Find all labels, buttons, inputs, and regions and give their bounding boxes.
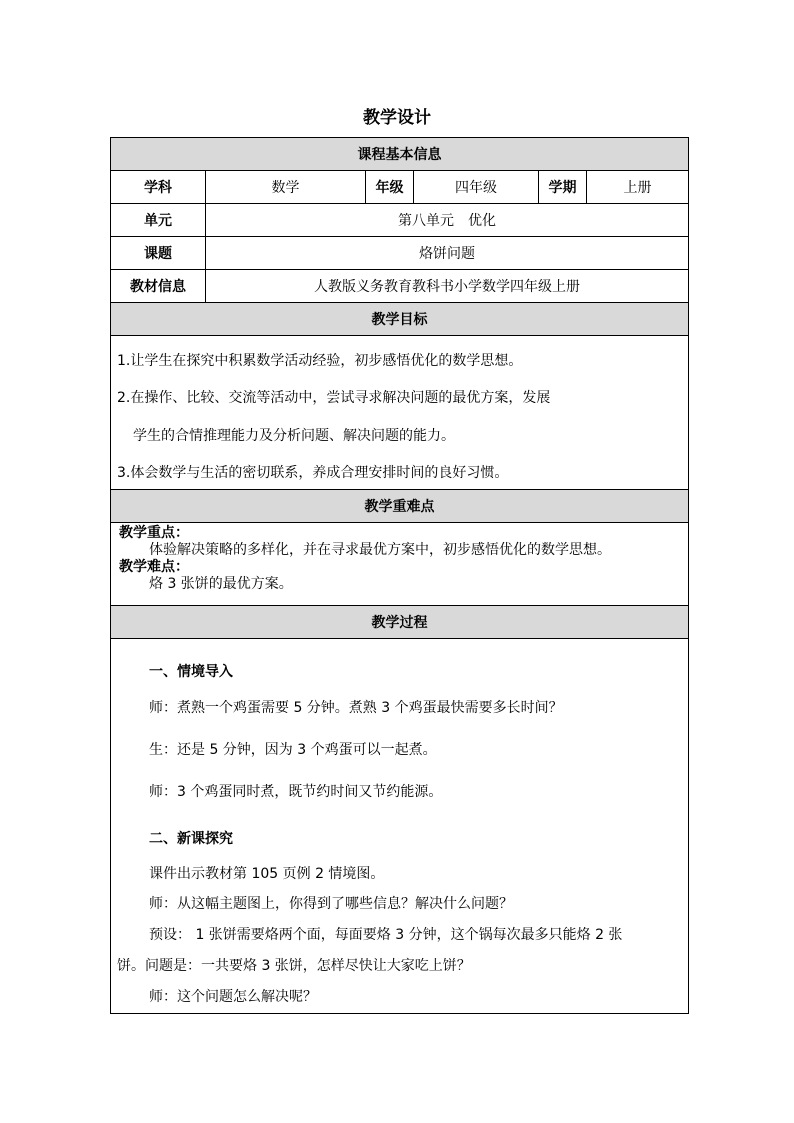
section-basic-info: 课程基本信息 [111, 138, 689, 171]
goal-item: 2.在操作、比较、交流等活动中，尝试寻求解决问题的最优方案，发展 [117, 390, 551, 406]
topic-label: 课题 [111, 237, 206, 270]
difficult-point-text: 烙 3 张饼的最优方案。 [149, 576, 293, 592]
part2-heading: 二、新课探究 [149, 831, 233, 847]
process-line: 预设： 1 张饼需要烙两个面，每面要烙 3 分钟，这个锅每次最多只能烙 2 张 [149, 927, 623, 943]
goal-item: 学生的合情推理能力及分析问题、解决问题的能力。 [133, 428, 455, 444]
term-value: 上册 [587, 171, 689, 204]
textbook-value: 人教版义务教育教科书小学数学四年级上册 [206, 270, 689, 303]
subject-value: 数学 [206, 171, 366, 204]
section-key-points: 教学重难点 [111, 490, 689, 523]
key-points-cell [111, 523, 689, 606]
grade-label: 年级 [366, 171, 414, 204]
key-point-text: 体验解决策略的多样化，并在寻求最优方案中，初步感悟优化的数学思想。 [149, 542, 611, 558]
section-goals: 教学目标 [111, 303, 689, 336]
goal-item: 1.让学生在探究中积累数学活动经验，初步感悟优化的数学思想。 [117, 353, 523, 369]
topic-value: 烙饼问题 [206, 237, 689, 270]
process-line: 师：从这幅主题图上，你得到了哪些信息？解决什么问题？ [149, 896, 513, 912]
term-label: 学期 [539, 171, 587, 204]
document-title: 教学设计 [363, 108, 431, 128]
grade-value: 四年级 [414, 171, 539, 204]
process-line: 课件出示教材第 105 页例 2 情境图。 [149, 866, 385, 882]
textbook-label: 教材信息 [111, 270, 206, 303]
section-process: 教学过程 [111, 606, 689, 639]
goal-item: 3.体会数学与生活的密切联系，养成合理安排时间的良好习惯。 [117, 465, 509, 481]
process-line: 师：煮熟一个鸡蛋需要 5 分钟。煮熟 3 个鸡蛋最快需要多长时间？ [149, 700, 563, 716]
process-line: 师：3 个鸡蛋同时煮，既节约时间又节约能源。 [149, 784, 443, 800]
unit-label: 单元 [111, 204, 206, 237]
process-line: 师：这个问题怎么解决呢？ [149, 989, 317, 1005]
process-line: 生：还是 5 分钟，因为 3 个鸡蛋可以一起煮。 [149, 742, 437, 758]
unit-value: 第八单元 优化 [206, 204, 689, 237]
process-cell [111, 639, 689, 1014]
key-point-label: 教学重点： [119, 525, 189, 541]
difficult-point-label: 教学难点： [119, 559, 189, 575]
part1-heading: 一、情境导入 [149, 664, 233, 680]
lesson-plan-table [110, 137, 689, 1014]
process-line: 饼。问题是：一共要烙 3 张饼，怎样尽快让大家吃上饼？ [117, 958, 471, 974]
goals-cell [111, 336, 689, 490]
subject-label: 学科 [111, 171, 206, 204]
